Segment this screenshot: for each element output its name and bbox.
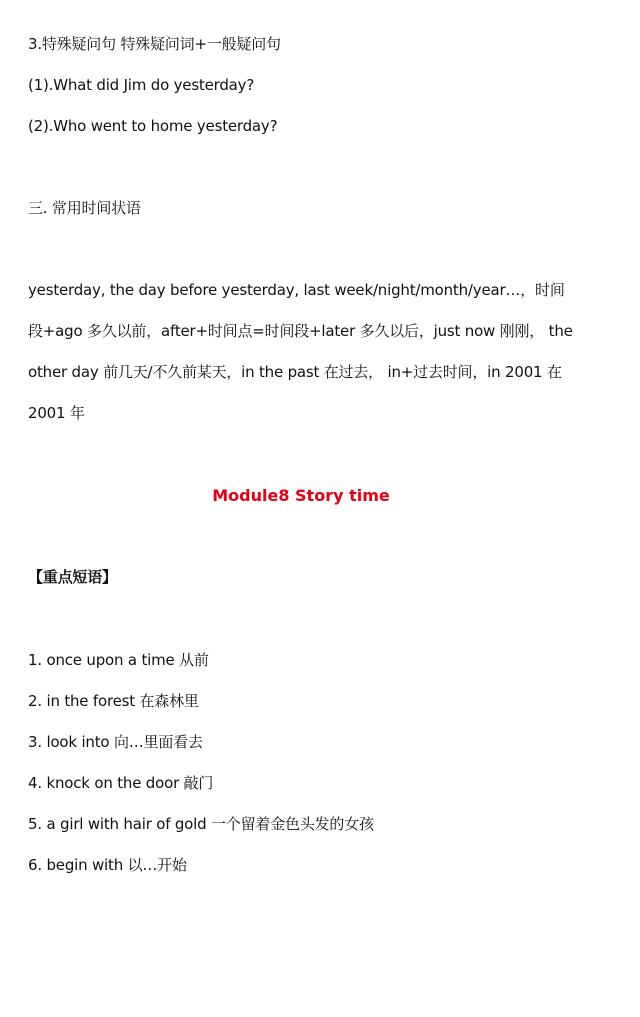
phrase-item-5: 5. a girl with hair of gold 一个留着金色头发的女孩 — [28, 815, 374, 833]
time-adverbials-line-3: other day 前几天/不久前某天，in the past 在过去， in+过去时间，in 2001 在 — [28, 363, 562, 381]
time-adverbials-line-4: 2001 年 — [28, 404, 85, 422]
example-sentence-2: (2).Who went to home yesterday? — [28, 117, 278, 135]
module-title: Module8 Story time — [212, 486, 390, 505]
phrase-item-1: 1. once upon a time 从前 — [28, 651, 209, 669]
phrase-item-4: 4. knock on the door 敲门 — [28, 774, 214, 792]
time-adverbials-line-2: 段+ago 多久以前，after+时间点=时间段+later 多久以后，just now 刚刚， the — [28, 322, 573, 340]
phrase-item-6: 6. begin with 以…开始 — [28, 856, 187, 874]
phrase-item-3: 3. look into 向…里面看去 — [28, 733, 203, 751]
key-phrases-heading: 【重点短语】 — [28, 568, 117, 586]
example-sentence-1: (1).What did Jim do yesterday? — [28, 76, 255, 94]
special-question-heading: 3.特殊疑问句 特殊疑问词+一般疑问句 — [28, 35, 281, 53]
time-adverbials-heading: 三. 常用时间状语 — [28, 199, 141, 217]
time-adverbials-line-1: yesterday, the day before yesterday, last week/night/month/year…，时间 — [28, 281, 565, 299]
phrase-item-2: 2. in the forest 在森林里 — [28, 692, 199, 710]
